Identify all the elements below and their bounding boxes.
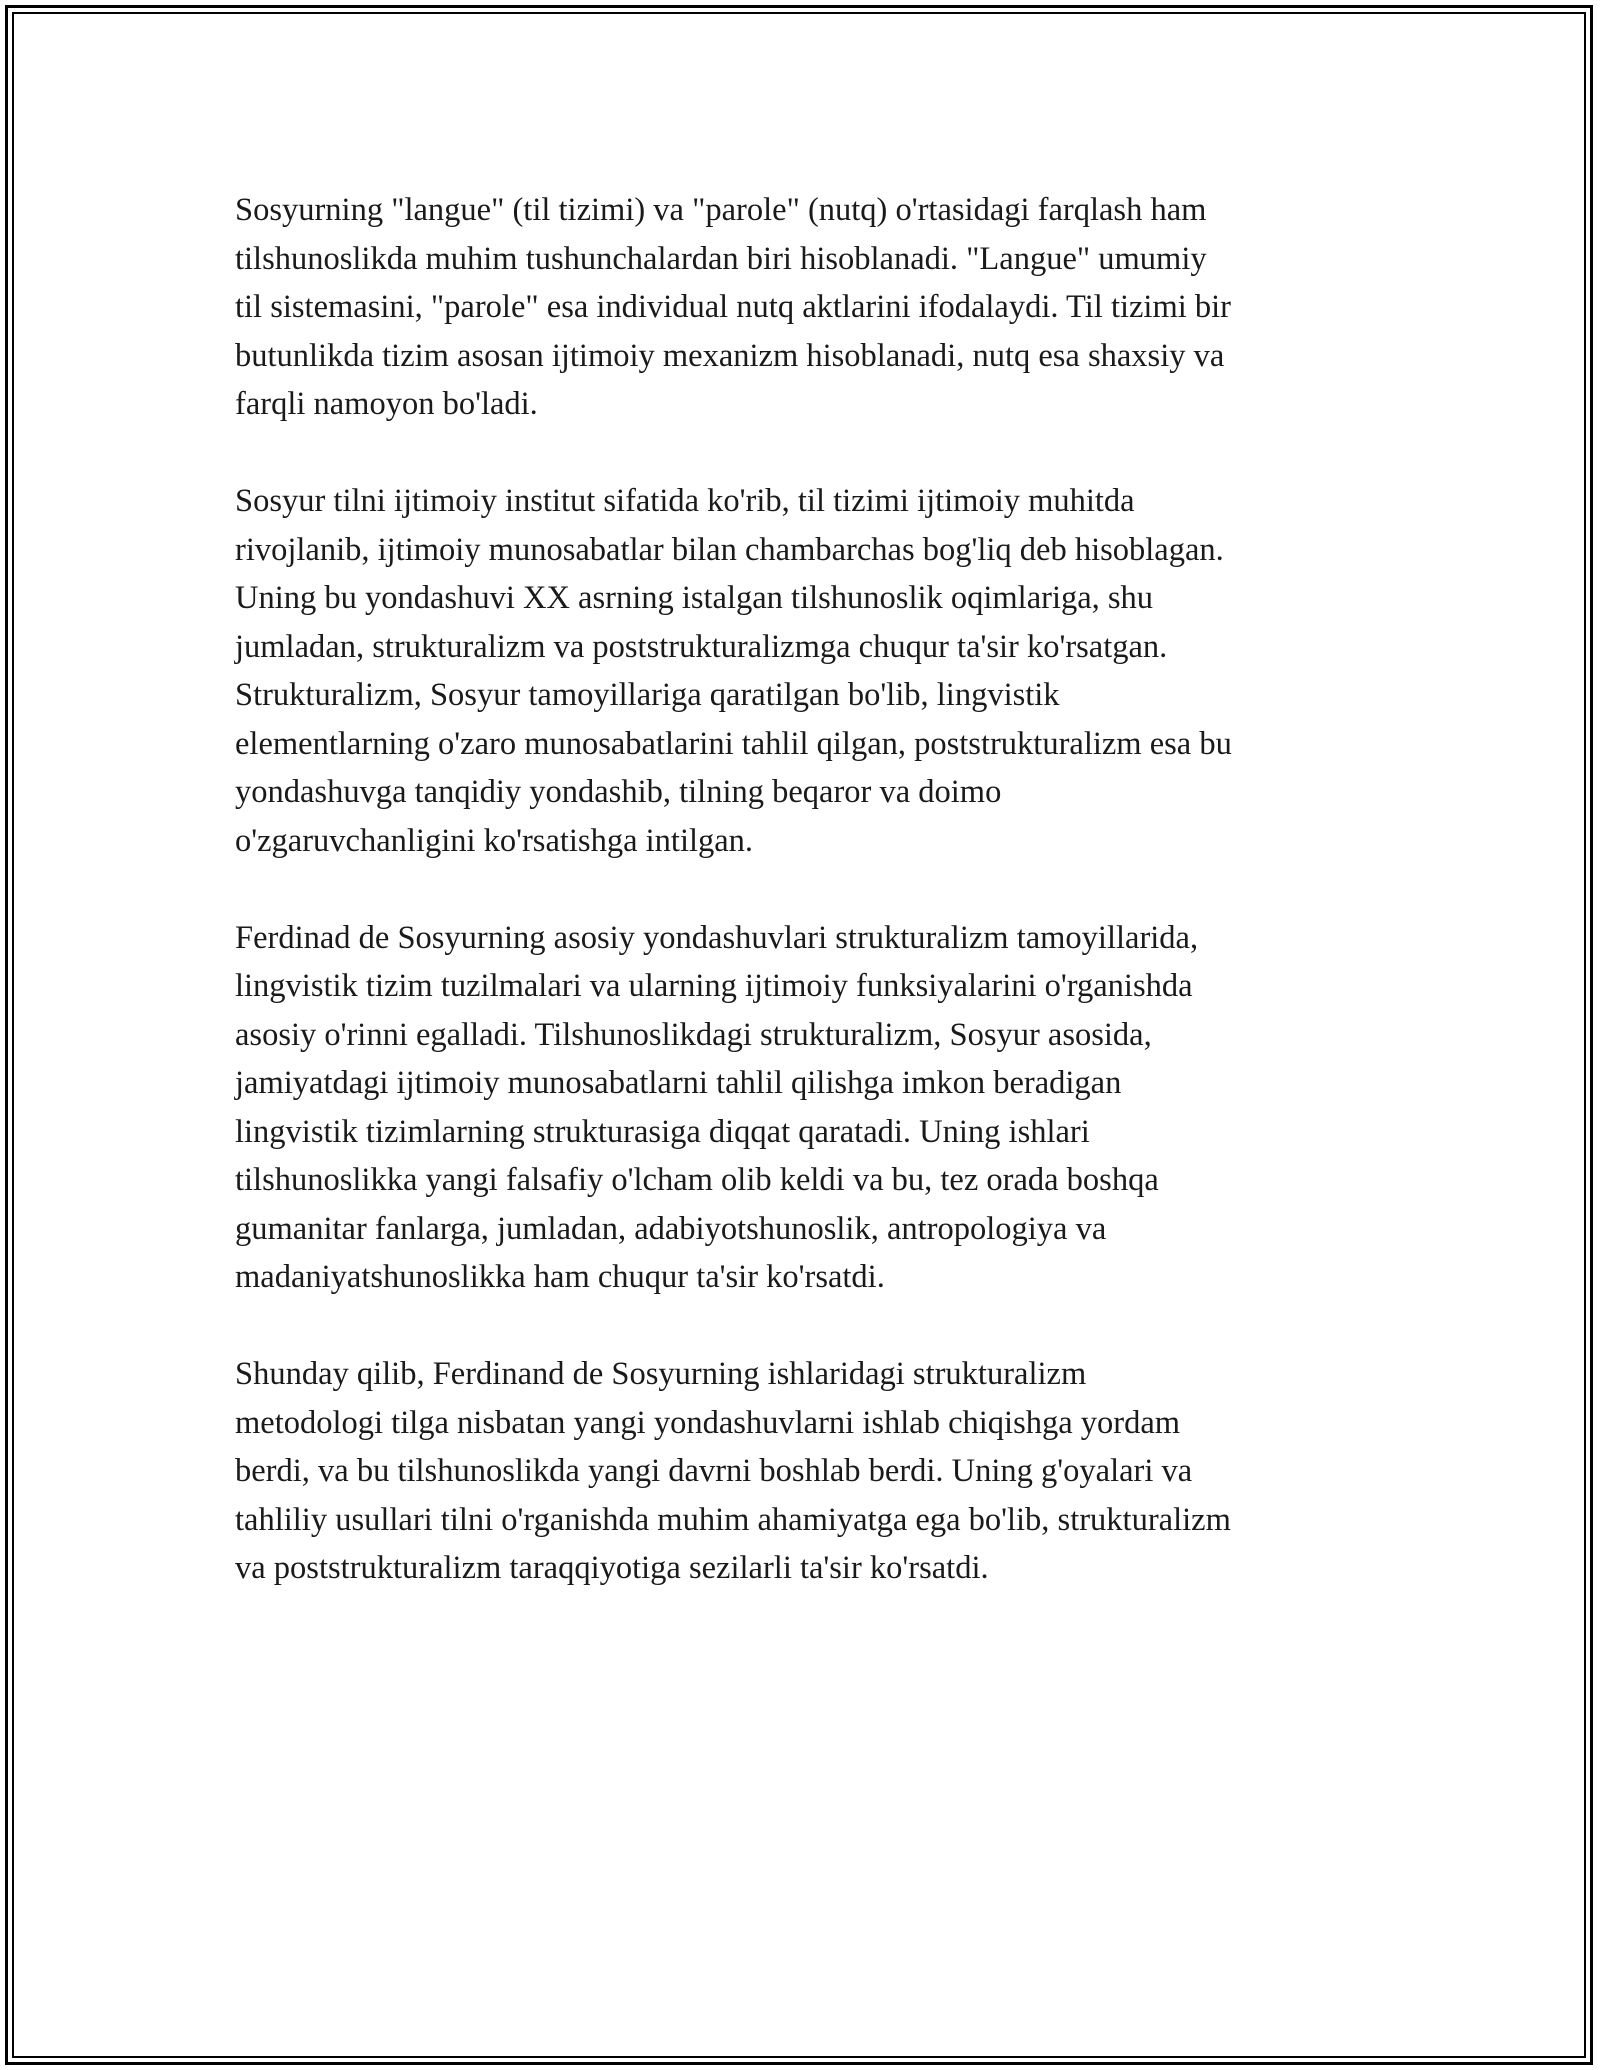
text-line: Shunday qilib, Ferdinand de Sosyurning ishlaridagi strukturalizm bbox=[235, 1356, 1087, 1392]
text-line: farqli namoyon bo'ladi. bbox=[235, 386, 538, 422]
document-body bbox=[235, 186, 1385, 1641]
text-line: yondashuvga tanqidiy yondashib, tilning beqaror va doimo bbox=[235, 774, 1002, 810]
text-line: tahliliy usullari tilni o'rganishda muhim ahamiyatga ega bo'lib, strukturalizm bbox=[235, 1501, 1231, 1538]
text-line: va poststrukturalizm taraqqiyotiga sezilarli ta'sir ko'rsatdi. bbox=[235, 1550, 989, 1586]
paragraph-3 bbox=[235, 914, 1385, 1302]
text-line: lingvistik tizimlarning strukturasiga diqqat qaratadi. Uning ishlari bbox=[235, 1113, 1090, 1150]
paragraph-4 bbox=[235, 1350, 1385, 1593]
text-line: gumanitar fanlarga, jumladan, adabiyotshunoslik, antropologiya va bbox=[235, 1210, 1107, 1247]
text-line: Sosyurning "langue" (til tizimi) va "parole" (nutq) o'rtasidagi farqlash ham bbox=[235, 192, 1207, 228]
text-line: madaniyatshunoslikka ham chuqur ta'sir ko'rsatdi. bbox=[235, 1259, 885, 1295]
text-line: tilshunoslikda muhim tushunchalardan biri hisoblanadi. "Langue" umumiy bbox=[235, 240, 1207, 277]
text-line: berdi, va bu tilshunoslikda yangi davrni boshlab berdi. Uning g'oyalari va bbox=[235, 1453, 1193, 1489]
text-line: Uning bu yondashuvi XX asrning istalgan tilshunoslik oqimlariga, shu bbox=[235, 580, 1154, 616]
text-line: rivojlanib, ijtimoiy munosabatlar bilan chambarchas bog'liq deb hisoblagan. bbox=[235, 531, 1224, 568]
text-line: tilshunoslikka yangi falsafiy o'lcham olib keldi va bu, tez orada boshqa bbox=[235, 1162, 1159, 1198]
text-line: asosiy o'rinni egalladi. Tilshunoslikdagi strukturalizm, Sosyur asosida, bbox=[235, 1016, 1152, 1053]
text-line: elementlarning o'zaro munosabatlarini tahlil qilgan, poststrukturalizm esa bu bbox=[235, 725, 1232, 762]
text-line: o'zgaruvchanligini ko'rsatishga intilgan. bbox=[235, 822, 754, 859]
paragraph-2 bbox=[235, 477, 1385, 865]
text-line: Ferdinad de Sosyurning asosiy yondashuvlari strukturalizm tamoyillarida, bbox=[235, 919, 1199, 956]
text-line: Sosyur tilni ijtimoiy institut sifatida ko'rib, til tizimi ijtimoiy muhitda bbox=[235, 483, 1135, 519]
text-line: til sistemasini, "parole" esa individual nutq aktlarini ifodalaydi. Til tizimi bir bbox=[235, 289, 1231, 325]
paragraph-1 bbox=[235, 186, 1385, 429]
text-line: jumladan, strukturalizm va poststrukturalizmga chuqur ta'sir ko'rsatgan. bbox=[235, 628, 1168, 665]
text-line: metodologi tilga nisbatan yangi yondashuvlarni ishlab chiqishga yordam bbox=[235, 1404, 1181, 1441]
text-line: jamiyatdagi ijtimoiy munosabatlarni tahlil qilishga imkon beradigan bbox=[235, 1065, 1122, 1101]
text-line: Strukturalizm, Sosyur tamoyillariga qaratilgan bo'lib, lingvistik bbox=[235, 677, 1060, 713]
text-line: butunlikda tizim asosan ijtimoiy mexanizm hisoblanadi, nutq esa shaxsiy va bbox=[235, 337, 1225, 374]
text-line: lingvistik tizim tuzilmalari va ularning ijtimoiy funksiyalarini o'rganishda bbox=[235, 968, 1193, 1004]
